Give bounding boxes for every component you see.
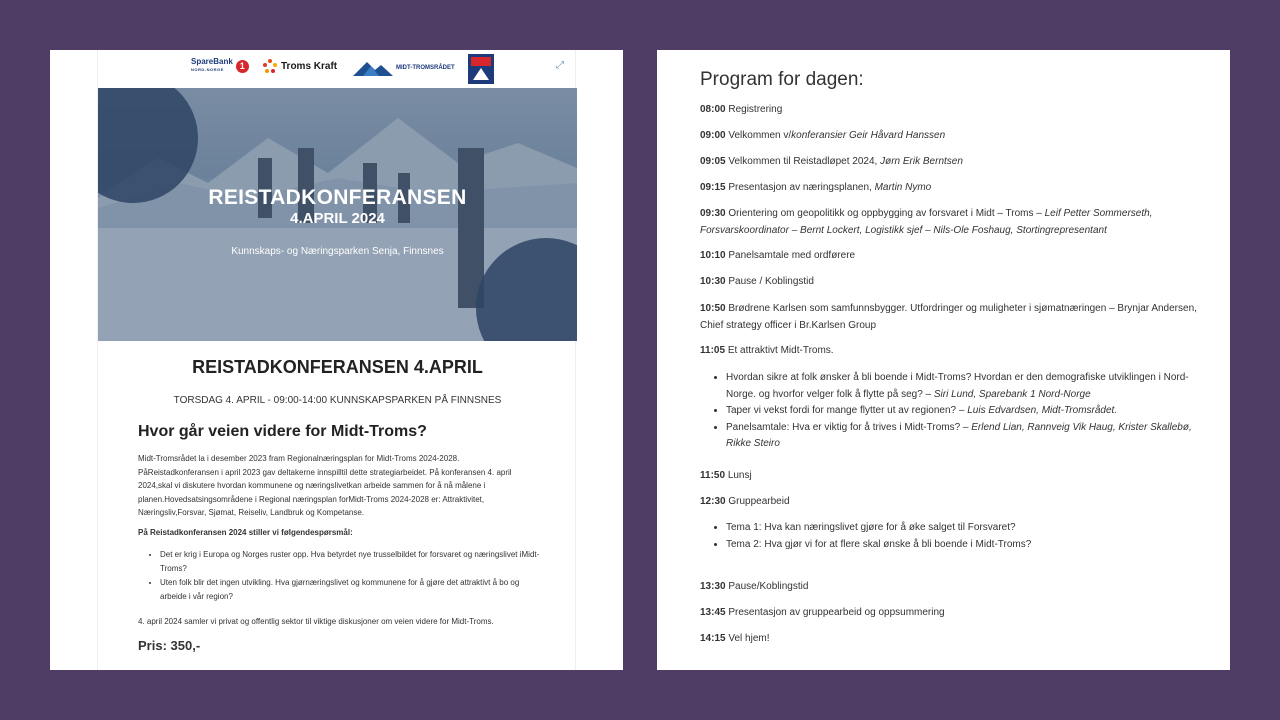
- section-heading: Hvor går veien videre for Midt-Troms?: [138, 423, 427, 440]
- main-heading: REISTADKONFERANSEN 4.APRIL: [192, 357, 483, 377]
- program-item: 09:05 Velkommen til Reistadløpet 2024, Jørn Erik Berntsen: [700, 156, 963, 167]
- questions-heading: På Reistadkonferansen 2024 stiller vi følgendespørsmål:: [138, 528, 353, 537]
- attraktivt-sub-list: [726, 370, 1196, 453]
- gruppearbeid-sub-list: [726, 520, 1196, 553]
- closing-paragraph: 4. april 2024 samler vi privat og offentlig sektor til viktige diskusjoner om veien videre for Midt-Troms.: [138, 617, 494, 626]
- expand-icon[interactable]: ⤢: [556, 60, 564, 71]
- municipal-crest-logo: [468, 54, 494, 84]
- program-item: 14:15 Vel hjem!: [700, 633, 770, 644]
- program-item: 11:50 Lunsj: [700, 470, 752, 481]
- program-item: 12:30 Gruppearbeid: [700, 496, 790, 507]
- list-item: • Panelsamtale: Hva er viktig for å trives i Midt-Troms? – Erlend Lian, Rannveig Vik Haug, Krister Skallebø, Rikke Steiro: [726, 420, 1196, 453]
- list-item: • Det er krig i Europa og Norges ruster opp. Hva betyrdet nye trusselbildet for forsvaret og næringslivet iMidt-Troms?: [160, 548, 540, 575]
- hero-venue: Kunnskaps- og Næringsparken Senja, Finnsnes: [231, 246, 444, 257]
- price-label: Pris: 350,-: [138, 638, 201, 653]
- conference-webpage: [97, 50, 576, 670]
- program-title: Program for dagen:: [700, 69, 864, 90]
- list-item: • Taper vi vekst fordi for mange flytter ut av regionen? – Luis Edvardsen, Midt-Tromsrådet.: [726, 403, 1196, 420]
- sparebank-logo: SpareBank NORD-NORGE 1: [191, 58, 249, 74]
- sponsor-logo-row: [98, 54, 577, 86]
- troms-kraft-logo: Troms Kraft: [262, 58, 337, 74]
- program-item: 13:45 Presentasjon av gruppearbeid og oppsummering: [700, 607, 945, 618]
- list-item: • Tema 2: Hva gjør vi for at flere skal ønske å bli boende i Midt-Troms?: [726, 537, 1196, 554]
- hero-date: 4.APRIL 2024: [290, 210, 385, 227]
- troms-kraft-star-icon: [262, 58, 278, 74]
- list-item: • Tema 1: Hva kan næringslivet gjøre for å øke salget til Forsvaret?: [726, 520, 1196, 537]
- program-item: 08:00 Registrering: [700, 104, 783, 115]
- hero-title: REISTADKONFERANSEN: [208, 186, 467, 209]
- midt-tromsradet-logo: MIDT-TROMSRÅDET: [353, 58, 455, 78]
- program-item: 10:30 Pause / Koblingstid: [700, 276, 814, 287]
- program-item: 13:30 Pause/Koblingstid: [700, 581, 809, 592]
- program-item: 09:00 Velkommen v/konferansier Geir Håvard Hanssen: [700, 130, 946, 141]
- hero-banner: [98, 88, 577, 341]
- program-item: 10:50 Brødrene Karlsen som samfunnsbygger. Utfordringer og muligheter i sjømatnæringen – Brynjar Andersen, Chief strategy officer i Br.Karlsen Group: [700, 303, 1197, 331]
- left-slide-panel: [50, 50, 623, 670]
- program-item: 09:15 Presentasjon av næringsplanen, Martin Nymo: [700, 182, 932, 193]
- right-slide-panel: [657, 50, 1230, 670]
- program-item: 09:30 Orientering om geopolitikk og oppbygging av forsvaret i Midt – Troms – Leif Petter Sommerseth, Forsvarskoordinator – Bernt Lockert, Logistikk sjef – Nils-Ole Foshaug, Stortingrepresentant: [700, 208, 1153, 236]
- program-item: 10:10 Panelsamtale med ordførere: [700, 250, 856, 261]
- questions-list: [160, 548, 540, 604]
- list-item: • Hvordan sikre at folk ønsker å bli boende i Midt-Troms? Hvordan er den demografiske utviklingen i Nord-Norge. og hvorfor velger folk å flytte på seg? – Siri Lund, Sparebank 1 Nord-Norge: [726, 370, 1196, 403]
- program-item: 11:05 Et attraktivt Midt-Troms.: [700, 345, 834, 356]
- list-item: • Uten folk blir det ingen utvikling. Hva gjørnæringslivet og kommunene for å gjøre det attraktivt å bo og arbeide i vår region?: [160, 576, 540, 603]
- intro-paragraph: Midt-Tromsrådet la i desember 2023 fram Regionalnæringsplan for Midt-Troms 2024-2028. PåReistadkonferansen i april 2023 gav deltakerne innspilltil dette strategiarbeidet. På konferansen 4. april 2024,skal vi diskutere hvordan kommunene og næringslivetkan arbeide sammen for å nå målene i planen.Hovedsatsingsområdene i Regional næringsplan forMidt-Troms 2024-2028 er: Attraktivitet, Næringsliv,Forsvar, Sjømat, Reiseliv, Landbruk og Kompetanse.: [138, 454, 512, 517]
- mountain-icon: [353, 58, 393, 78]
- date-subline: TORSDAG 4. APRIL - 09:00-14:00 KUNNSKAPSPARKEN PÅ FINNSNES: [173, 395, 502, 406]
